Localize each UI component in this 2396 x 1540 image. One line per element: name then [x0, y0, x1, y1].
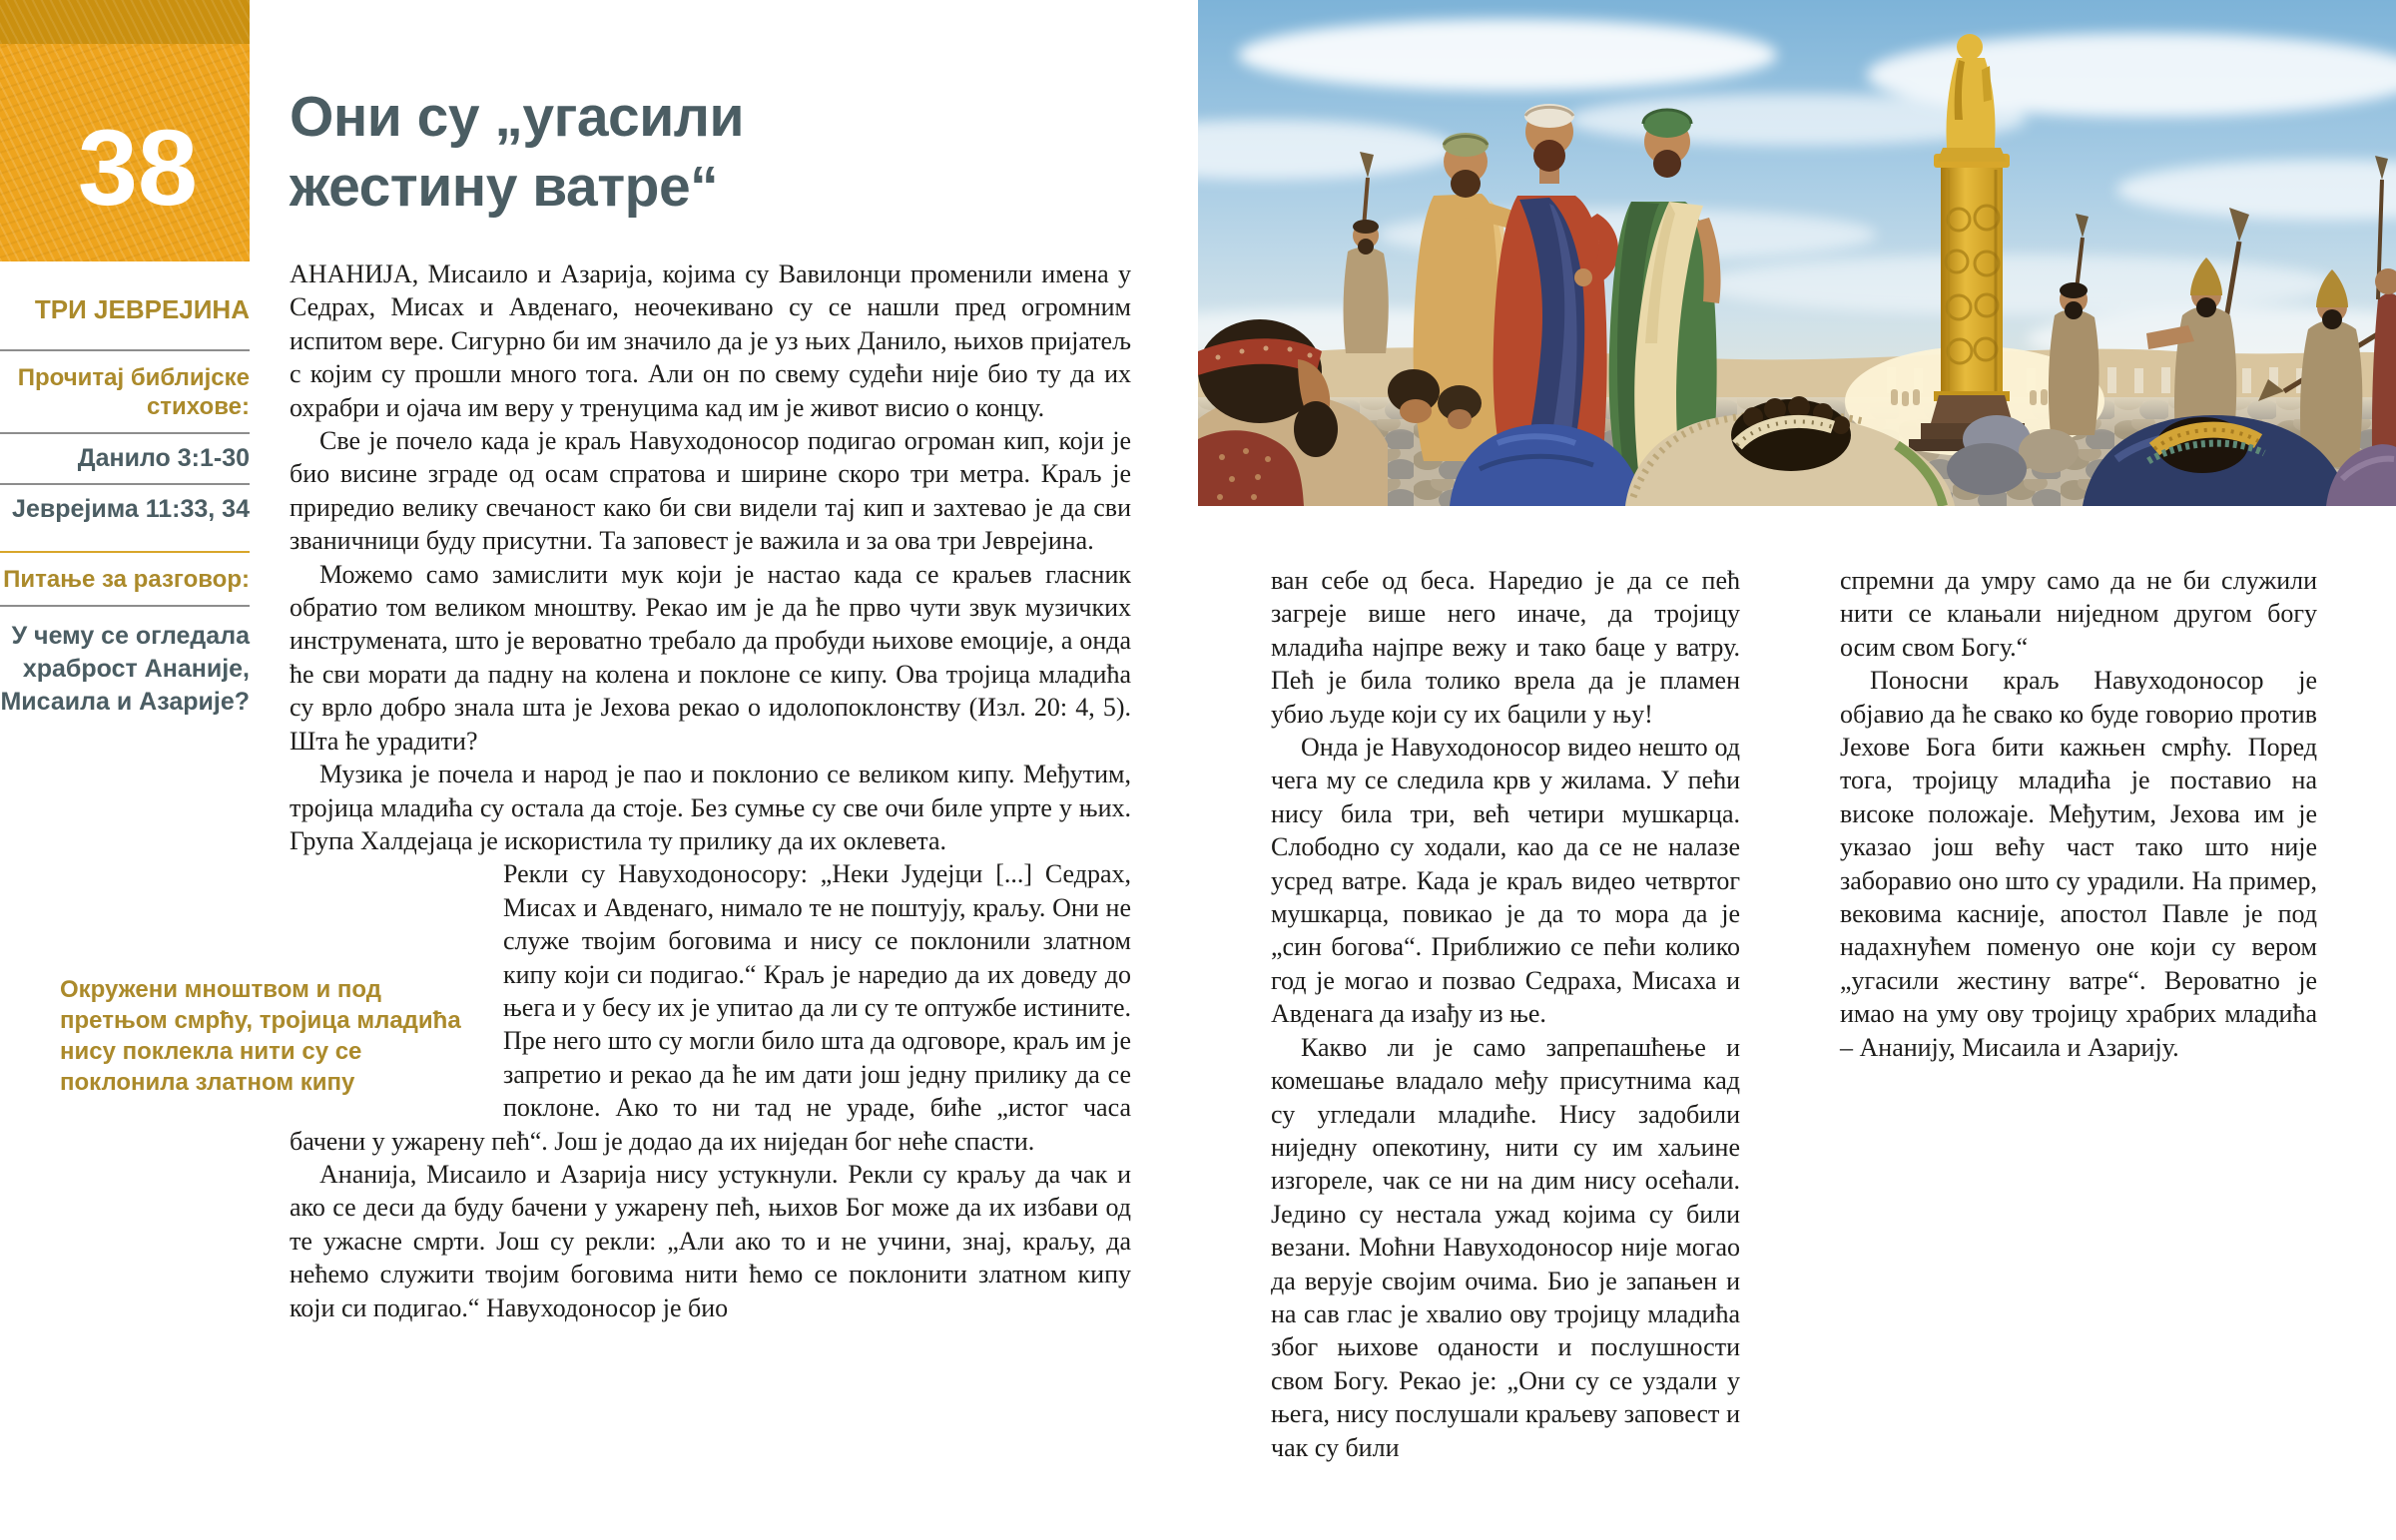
paragraph: АНАНИЈА, Мисаило и Азарија, којима су Вавилонци променили имена у Седрах, Мисах и Авденаго, неочекивано су се нашли пред огромним испитом вере. Сигурно би им значило да је уз њих Данило, њихов пријатељ с којим су прошли много тога. Али он по свему судећи није био ту да их охрабри и ојача им веру у тренуцима кад им је живот висио о концу. — [290, 259, 1131, 422]
divider — [0, 349, 250, 351]
page-title: Они су „угасили жестину ватре“ — [290, 85, 745, 219]
lesson-number-badge — [0, 0, 250, 261]
crowd-head — [2019, 429, 2079, 473]
discussion-question: У чему се огледала храброст Ананије, Мисаила и Азарије? — [0, 622, 250, 716]
paragraph: Онда је Навуходоносор видео нешто од чега му се следила крв у жилама. У пећи нису била три, већ четири мушкарца. Слободно су ходали, као да се не налазе усред ватре. Када је краљ видео четвртог мушкарца, повикао је да то мора да је „син богова“. Приближио се пећи колико год је могао и позвао Седраха, Мисаха и Авденага да изађу из ње. — [1271, 733, 1740, 1029]
paragraph: Какво ли је само запрепашћење и комешање владало међу присутнима кад су угледали младиће. Нису задобили ниједну опекотину, нити су им хаљине изгореле, чак се ни на дим нису осећали. Једино су нестала ужад којима су били везани. Моћни Навуходоносор није могао да верује својим очима. Био је запањен и на сав глас је хвалио ову тројицу младића због њихове оданости и послушности свом Богу. Рекао је: „Они су се уздали у њега, нису послушали краљеву заповест и чак су били — [1271, 1032, 1740, 1462]
paragraph: Поносни краљ Навуходоносор је објавио да ће свако ко буде говорио против Јехове Бога бити кажњен смрћу. Поред тога, тројицу младића је поставио на високе положаје. Међутим, Јехова им је указао још већу част тако што није заборавио оно што су урадили. На пример, вековима касније, апостол Павле је под надахнућем поменуо оне који су вером „угасили жестину ватре“. Вероватно је имао на уму ову тројицу храбрих младића – Ананију, Мисаила и Азарију. — [1840, 666, 2317, 1062]
gold-divider — [0, 551, 250, 553]
discussion-question-label: Питање за разговор: — [3, 566, 250, 593]
read-scriptures-label: Прочитај библијске стихове: — [17, 364, 250, 420]
image-caption: Окружени мноштвом и под претњом смрћу, тројица младића нису поклекла нити су се поклонила златном кипу — [60, 976, 461, 1096]
paragraph: Музика је почела и народ је пао и поклонио се великом кипу. Међутим, тројица младића су остала да стоје. Без сумње су све очи биле упрте у њих. Група Халдејаца је искористила ту прилику да их оклевета. — [290, 760, 1131, 855]
paragraph: Све је почело када је краљ Навуходоносор подигао огроман кип, који је био висине зграде од осам спратова и ширине скоро три метра. Краљ је приредио велику свечаност како би сви видели тај кип и захтевао је да сви званичници буду присутни. Та заповест је важила и за ова три Јеврејина. — [290, 426, 1131, 556]
sidebar-content — [0, 261, 250, 719]
paragraph: Ананија, Мисаило и Азарија нису устукнули. Рекли су краљу да чак и ако се деси да буду бачени у ужарену пећ, њихов Бог може да их избави од те ужасне смрти. Још су рекли: „Али ако то и не учини, знај, краљу, да нећемо служити твојим боговима нити ћемо се поклонити златном кипу који си подигао.“ Навуходоносор је био — [290, 1159, 1131, 1322]
badge-top-strip — [0, 0, 250, 44]
golden-statue-illustration — [1198, 0, 2396, 506]
paragraph: ван себе од беса. Наредио је да се пећ загреје више него иначе, да тројицу младића најпре вежу и тако баце у ватру. Пећ је била толико врела да је пламен убио људе који су их бацили у њу! — [1271, 566, 1740, 729]
paragraph-text: Рекли су Навуходоносору: „Неки Јудејци [...] Седрах, Мисах и Авденаго, нимало те не поштују, краљу. Они не служе твојим боговима и нису се поклонили златном кипу који си подигао.“ Краљ је наредио да их доведу до њега и у бесу их је упитао да ли су те оптужбе истините. Пре него што су могли било шта да одговоре, краљ им је запретио и рекао да ће им дати још једну прилику да се поклоне. Ако то ни тад не ураде, биће „истог часа бачени у ужарену пећ“. Још је додао да их ниједан бог неће спасти. — [290, 859, 1131, 1156]
article-column-1 — [290, 257, 1131, 1324]
divider — [0, 605, 250, 607]
lesson-number: 38 — [77, 107, 198, 228]
divider — [0, 483, 250, 485]
article-column-3 — [1840, 564, 2317, 1064]
paragraph: Можемо само замислити мук који је настао када се краљев гласник обратио том великом мноштву. Рекао им је да ће прво чути звук музичких инструмената, што је вероватно требало да пробуди њихове емоције, а онда ће сви морати да падну на колена и поклоне се кипу. Ова тројица младића су врло добро знала шта је Јехова рекао о идолопоклонству (Изл. 20: 4, 5). Шта ће урадити? — [290, 559, 1131, 756]
divider — [0, 432, 250, 434]
crowd-head — [1947, 443, 2027, 495]
scripture-reference-2: Јеврејима 11:33, 34 — [12, 495, 250, 523]
paragraph: спремни да умру само да не би служили нити се клањали ниједном другом богу осим свом Богу.“ — [1840, 566, 2317, 662]
article-column-2 — [1271, 564, 1740, 1464]
scripture-reference-1: Данило 3:1-30 — [77, 444, 250, 472]
lesson-category: ТРИ ЈЕВРЕЈИНА — [34, 294, 250, 324]
